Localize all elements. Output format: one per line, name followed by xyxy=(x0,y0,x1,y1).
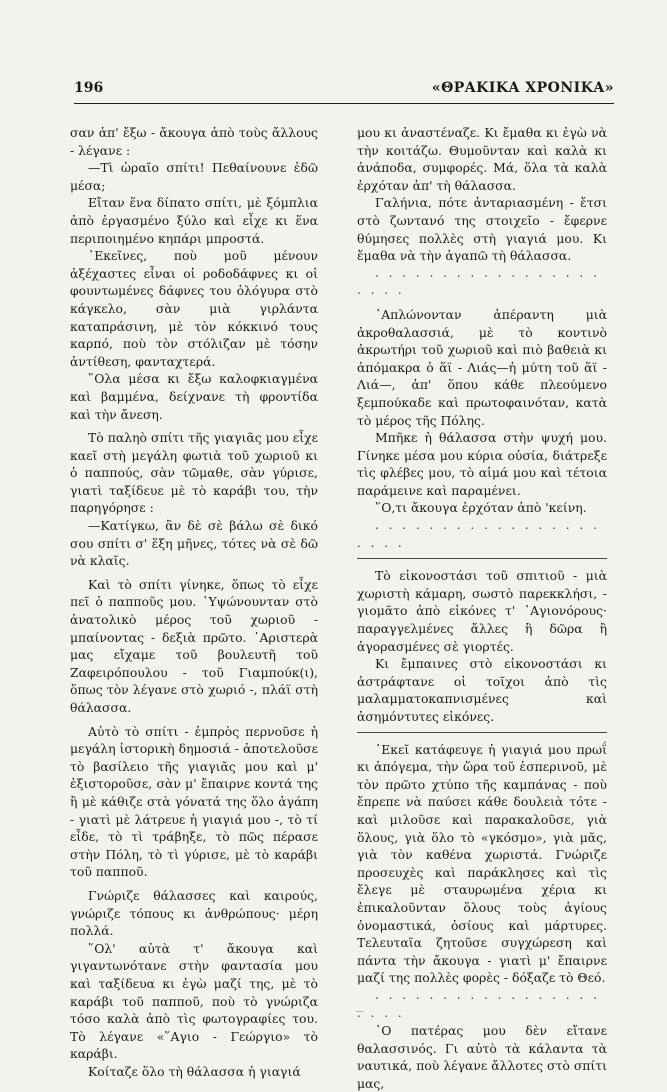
ellipsis-separator: . . . . . . . . . . . . . . . . . . . . . xyxy=(357,518,600,550)
paragraph: Κοίταζε ὅλο τὴ θάλασσα ἡ γιαγιά xyxy=(88,1063,301,1079)
ellipsis-separator: . . . . . . . . . . . . . . . . . . . . . xyxy=(357,265,600,298)
paragraph: Εἴταν ἕνα δίπατο σπίτι, μὲ ξόμπλια ἀπὸ ἐργασμένο ξύλο καὶ εἶχε κι ἕνα περιποιημένο κηπάρι μπροστά. xyxy=(70,195,318,246)
paragraph: ῞Ολα μέσα κι ἔξω καλοφκιαγμένα καὶ βαμμένα, δείχνανε τὴ φροντίδα καὶ τὴν ἄνεση. xyxy=(70,371,318,422)
left-column xyxy=(70,124,318,1080)
paragraph: Γνώριζε θάλασσες καὶ καιρούς, γνώριζε τόπους κι ἀνθρώπους· μέρη πολλά. xyxy=(70,887,318,939)
paragraph: Τὸ παληὸ σπίτι τῆς γιαγιᾶς μου εἶχε καεῖ στὴ μεγάλη φωτιὰ τοῦ χωριοῦ κι ὁ παππούς, σὰν τῶμαθε, σὰν γύρισε, γιατὶ ταξίδευε μὲ τὸ καράβι του, τὴν παρηγόρησε : xyxy=(70,430,318,516)
paragraph: ῞Ολ' αὐτὰ τ' ἄκουγα καὶ γιγαντωνότανε στὴν φαντασία μου καὶ ταξίδευα κι ἐγὼ μαζί της, μὲ τὸ καράβι τοῦ παπποῦ, ποὺ τὸ γνώριζα τόσο καλὰ ἀπὸ τὶς φωτογραφίες του. Τὸ λέγανε «῞Αγιο - Γεώργιο» τὸ καράβι. xyxy=(70,940,318,1062)
ellipsis-separator: . . . . . . . . . . . . . . . . . . . . . xyxy=(357,987,600,1020)
paragraph: ᾿Απλώνονταν ἀπέραντη μιὰ ἀκροθαλασσιά, μὲ τὸ κοντινὸ ἀκρωτήρι τοῦ χωριοῦ καὶ πιὸ βαθειὰ κι ἀπόμακρα ὁ ἅϊ - Λιάς—ἡ μύτη τοῦ ἅϊ - Λιά—, ἀπ' ὅπου κάθε πλεούμενο ξεμπούκαδε καὶ πρωτοφαινόταν, κατὰ τὸ μέρος τῆς Πόλης. xyxy=(357,306,607,428)
right-column xyxy=(357,124,607,1092)
paragraph: Γαλήνια, πότε ἀνταριασμένη - ἔτσι στὸ ζωντανό της στοιχεῖο - ἔφερνε θύμησες πολλὲς στὴ γιαγιά μου. Κι ἔμαθα νὰ τὴν ἀγαπῶ τὴ θάλασσα. xyxy=(357,195,607,264)
paragraph: μου κι ἀναστέναζε. Κι ἔμαθα κι ἐγὼ νὰ τὴν κοιτάζω. Θυμοῦνταν καὶ καλὰ κι ἀνάποδα, συμφορές. Μά, ὅλα τὰ καλὰ ἐρχόταν ἀπ' τὴ θάλασσα. xyxy=(357,125,607,193)
paragraph: Μπῆκε ἡ θάλασσα στὴν ψυχή μου. Γίνηκε μέσα μου κύρια οὐσία, διάτρεξε τὶς φλέβες μου, τὸ αἱμά μου καὶ τέτοια παράμεινε καὶ παραμένει. xyxy=(357,430,607,498)
paragraph: ᾿Εκεῖνες, ποὺ μοῦ μένουν ἀξέχαστες εἶναι οἱ ροδοδάφνες κι οἱ φουντωμένες δάφνες του ὁλόγυρα στὸ κάγκελο, σὰν μιὰ γιρλάντα καταπράσινη, μὲ τὸν κόκκινό τους καρπό, ποὺ τὸν στόλιζαν μὲ τόσην ἀντίθεση, φανταχτερά. xyxy=(70,248,318,369)
paragraph: Τὸ εἰκονοστάσι τοῦ σπιτιοῦ - μιὰ χωριστὴ κάμαρη, σωστὸ παρεκκλήσι, - γιομᾶτο ἀπὸ εἰκόνες τ' ῾Αγιονόρους· παραγγελμένες ἄλλες ἢ δῶρα ἢ ἀγορασμένες σὲ γιορτές. xyxy=(357,568,607,654)
running-title: «ΘΡΑΚΙΚΑ ΧΡΟΝΙΚΑ» xyxy=(431,80,614,96)
paragraph: ῾Ο πατέρας μου δὲν εἴτανε θαλασσινός. Γι αὐτὸ τὰ κάλαντα τὰ ναυτικά, ποὺ λέγανε ἄλλοτες στὸ σπίτι μας, xyxy=(357,1023,607,1091)
paragraph: Κι ἔμπαινες στὸ εἰκονοστάσι κι ἀστράφτανε οἱ τοῖχοι ἀπὸ τὶς μαλαμματοκαπνισμένες καὶ ἀσημόντυτες εἰκόνες. xyxy=(357,656,607,724)
page-number: 196 xyxy=(74,80,104,96)
page-header xyxy=(74,80,614,100)
bottom-mark xyxy=(356,1011,364,1012)
section-rule xyxy=(357,732,607,733)
paragraph: Αὐτὸ τὸ σπίτι - ἐμπρὸς περνοῦσε ἡ μεγάλη ἱστορικὴ δημοσιά - ἀποτελοῦσε τὸ βασίλειο τῆς γιαγιᾶς μου καὶ μ' ἐξιστοροῦσε, σὰν μ' ἔπαιρνε κοντά της ἢ μὲ κάθιζε στὰ γόνατά της ὅλο ἀγάπη - γιατὶ μὲ λάτρευε ἡ γιαγιά μου -, τὸ τί εἶδε, τὸ τὶ τράβηξε, τὸ πῶς πέρασε στὴν Πόλη, τὸ τὶ γύρισε, μὲ τὸ καράβι τοῦ παπποῦ. xyxy=(70,723,318,880)
paragraph: —Τὶ ὡραῖο σπίτι! Πεθαίνουνε ἐδῶ μέσα; xyxy=(70,160,318,193)
paragraph: ᾿Εκεῖ κατάφευγε ἡ γιαγιά μου πρωΐ κι ἀπόγεμα, τὴν ὥρα τοῦ ἑσπερινοῦ, μὲ τὸν πρῶτο χτύπο τῆς καμπάνας - ποὺ ἔπρεπε νὰ παύσει κάθε δουλειὰ τότε - καὶ μιλοῦσε καὶ παρακαλοῦσε, γιὰ ὅλους, γιὰ ὅλο τὸ «γκόσμο», γιὰ μᾶς, γιὰ τὸν καθένα χωριστά. Γνώριζε προσευχὲς καὶ παράκλησες καὶ τὶς ἔλεγε μὲ σταυρωμένα χέρια κι ἐπικαλοῦνταν ὅλους τοὺς ἁγίους ὀνομαστικά, ὁσίους καὶ μάρτυρες. Τελευταῖα ζητοῦσε συγχώρεση καὶ πάντα τὴν ἄκουγα - γιατὶ μ' ἔπαιρνε μαζί της πολλὲς φορὲς - δόξαζε τὸ Θεό. xyxy=(357,741,607,986)
paragraph: —Κατίγκω, ἂν δὲ σὲ βάλω σὲ δικό σου σπίτι σ' ἕξη μῆνες, τότες νὰ σὲ δῶ νὰ κλαῖς. xyxy=(70,518,318,569)
paragraph: σαν ἀπ' ἔξω - ἄκουγα ἀπὸ τοὺς ἄλλους - λέγανε : xyxy=(70,125,318,158)
section-rule xyxy=(357,558,607,559)
header-rule xyxy=(74,103,614,104)
paragraph: Καὶ τὸ σπίτι γίνηκε, ὅπως τὸ εἶχε πεῖ ὁ παπποῦς μου. ῾Υψώνουνταν στὸ ἀνατολικὸ μέρος τοῦ χωριοῦ - μπαίνοντας - δεξιὰ πρῶτο. ᾿Αριστερὰ μας εἴχαμε τοῦ βουλευτῆ τοῦ Ζαφειρόπουλου - τοῦ Γιαμπούκ(ι), ὅπως τὸν λέγανε στὸ χωριό -, πλάϊ στὴ θάλασσα. xyxy=(70,576,318,715)
paragraph: ῞Ο,τι ἄκουγα ἐρχόταν ἀπὸ 'κείνη. xyxy=(375,500,587,516)
